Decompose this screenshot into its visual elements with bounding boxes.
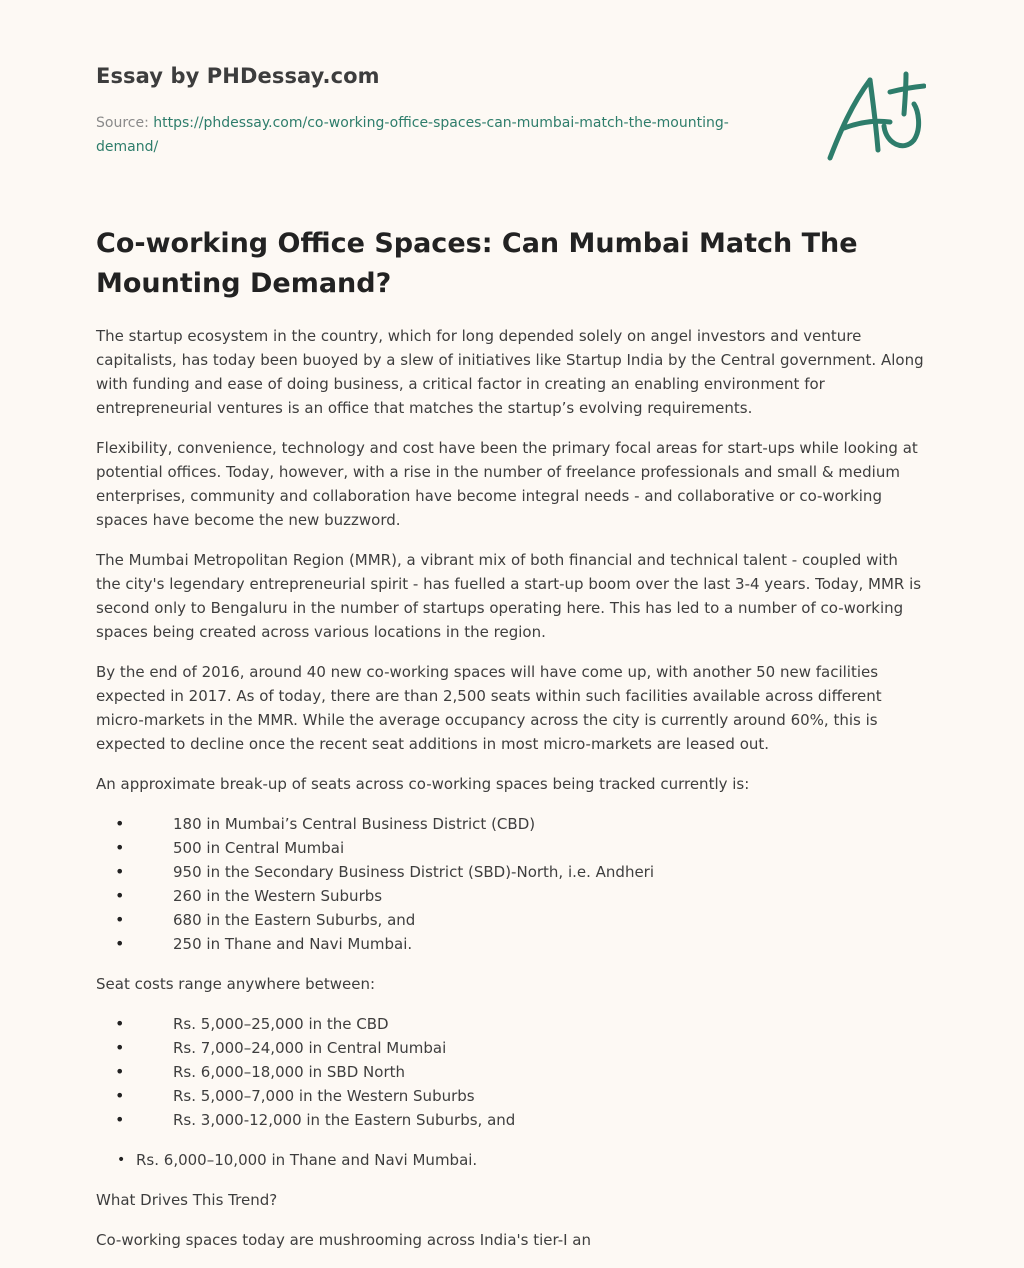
list-item: • 680 in the Eastern Suburbs, and bbox=[96, 908, 926, 932]
list-item: • 250 in Thane and Navi Mumbai. bbox=[96, 932, 926, 956]
essay-body bbox=[96, 324, 926, 1268]
paragraph: The Mumbai Metropolitan Region (MMR), a vibrant mix of both financial and technical talent - coupled with the city's legendary entrepreneurial spirit - has fuelled a start-up boom over the last 3-4 years. Today, MMR is second only to Bengaluru in the number of startups operating here. This has led to a number of co-working spaces being created across various locations in the region. bbox=[96, 551, 922, 641]
section-heading: What Drives This Trend? bbox=[96, 1191, 278, 1209]
site-title: Essay by PHDessay.com bbox=[96, 64, 380, 88]
list-item: • 180 in Mumbai’s Central Business District (CBD) bbox=[96, 812, 926, 836]
costs-list bbox=[96, 1012, 926, 1132]
paragraph: An approximate break-up of seats across co-working spaces being tracked currently is: bbox=[96, 775, 750, 793]
list-item: • Rs. 6,000–10,000 in Thane and Navi Mumbai. bbox=[96, 1148, 926, 1172]
source-line bbox=[96, 111, 736, 159]
list-item: • 950 in the Secondary Business District (SBD)-North, i.e. Andheri bbox=[96, 860, 926, 884]
list-item: • Rs. 6,000–18,000 in SBD North bbox=[96, 1060, 926, 1084]
seats-list bbox=[96, 812, 926, 956]
paragraph: By the end of 2016, around 40 new co-working spaces will have come up, with another 50 new facilities expected in 2017. As of today, there are than 2,500 seats within such facilities available across different micro-markets in the MMR. While the average occupancy across the city is currently around 60%, this is expected to decline once the recent seat additions in most micro-markets are leased out. bbox=[96, 663, 882, 753]
list-item: • Rs. 3,000-12,000 in the Eastern Suburbs, and bbox=[96, 1108, 926, 1132]
essay-title: Co-working Office Spaces: Can Mumbai Match The Mounting Demand? bbox=[96, 228, 858, 299]
source-link[interactable]: https://phdessay.com/co-working-office-spaces-can-mumbai-match-the-mounting-demand/ bbox=[96, 115, 729, 155]
a-plus-logo-icon bbox=[826, 70, 926, 162]
costs-list-last bbox=[96, 1148, 926, 1172]
list-item: • 500 in Central Mumbai bbox=[96, 836, 926, 860]
source-label: Source: bbox=[96, 115, 154, 131]
paragraph: Flexibility, convenience, technology and cost have been the primary focal areas for start-ups while looking at potential offices. Today, however, with a rise in the number of freelance professionals and small & medium enterprises, community and collaboration have become integral needs - and collaborative or co-working spaces have become the new buzzword. bbox=[96, 439, 918, 529]
list-item: • Rs. 5,000–7,000 in the Western Suburbs bbox=[96, 1084, 926, 1108]
costs-intro: Seat costs range anywhere between: bbox=[96, 975, 376, 993]
list-item: • 260 in the Western Suburbs bbox=[96, 884, 926, 908]
list-item: • Rs. 7,000–24,000 in Central Mumbai bbox=[96, 1036, 926, 1060]
paragraph: The startup ecosystem in the country, which for long depended solely on angel investors and venture capitalists, has today been buoyed by a slew of initiatives like Startup India by the Central government. Along with funding and ease of doing business, a critical factor in creating an enabling environment for entrepreneurial ventures is an office that matches the startup’s evolving requirements. bbox=[96, 327, 924, 417]
list-item: • Rs. 5,000–25,000 in the CBD bbox=[96, 1012, 926, 1036]
closing-paragraph: Co-working spaces today are mushrooming across India's tier-I an bbox=[96, 1231, 591, 1249]
